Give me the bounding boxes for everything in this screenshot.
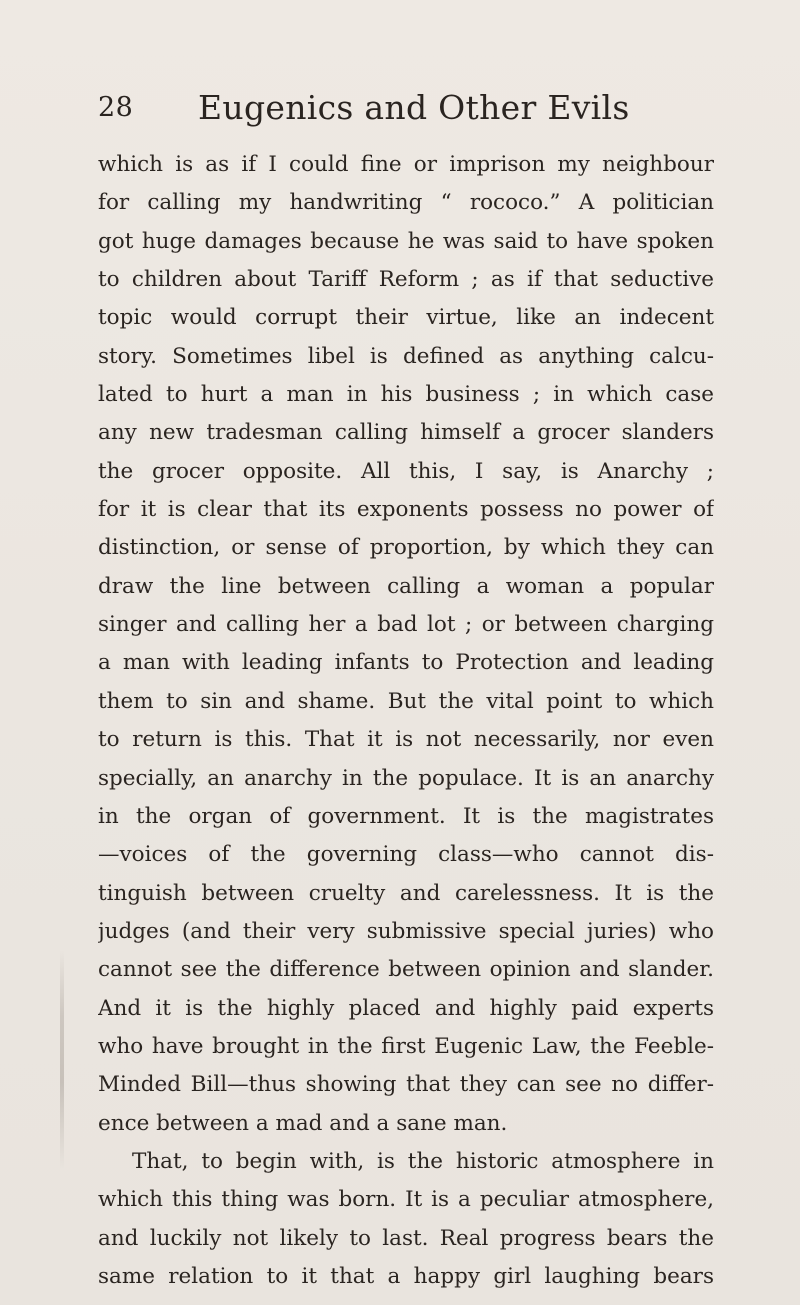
text-line-paragraph-start: That, to begin with, is the historic atmosphere in bbox=[132, 1148, 714, 1174]
text-line: who have brought in the first Eugenic Law, the Feeble- bbox=[98, 1033, 714, 1059]
running-title: Eugenics and Other Evils bbox=[198, 88, 630, 127]
text-line: got huge damages because he was said to have spoken bbox=[98, 228, 714, 254]
text-line: to children about Tariff Reform ; as if that seductive bbox=[98, 267, 714, 293]
text-line: singer and calling her a bad lot ; or between charging bbox=[98, 612, 714, 638]
text-line: which is as if I could fine or imprison my neighbour bbox=[98, 152, 714, 177]
page-header bbox=[98, 88, 708, 138]
text-line: for it is clear that its exponents possess no power of bbox=[98, 497, 714, 523]
text-line: to return is this. That it is not necessarily, nor even bbox=[98, 727, 714, 753]
text-line: for calling my handwriting “ rococo.” A politician bbox=[98, 190, 714, 216]
text-line: And it is the highly placed and highly paid experts bbox=[98, 995, 714, 1021]
text-line: judges (and their very submissive special juries) who bbox=[98, 918, 714, 944]
text-line: them to sin and shame. But the vital point to which bbox=[98, 688, 714, 714]
page-number: 28 bbox=[98, 92, 134, 123]
text-line: distinction, or sense of proportion, by which they can bbox=[98, 535, 714, 561]
text-line: same relation to it that a happy girl laughing bears bbox=[98, 1263, 714, 1289]
text-line: the grocer opposite. All this, I say, is Anarchy ; bbox=[98, 458, 714, 484]
text-line: a man with leading infants to Protection and leading bbox=[98, 650, 714, 676]
text-line: tinguish between cruelty and carelessness. It is the bbox=[98, 880, 714, 906]
text-line: cannot see the difference between opinion and slander. bbox=[98, 957, 714, 983]
text-line: lated to hurt a man in his business ; in which case bbox=[98, 382, 714, 408]
text-line: topic would corrupt their virtue, like an indecent bbox=[98, 305, 714, 331]
text-line: story. Sometimes libel is defined as anything calcu- bbox=[98, 343, 714, 369]
text-line-paragraph-end: ence between a mad and a sane man. bbox=[98, 1110, 508, 1136]
body-text bbox=[98, 146, 714, 1296]
text-line: in the organ of government. It is the magistrates bbox=[98, 803, 714, 829]
text-line: and luckily not likely to last. Real progress bears the bbox=[98, 1225, 714, 1251]
text-line: specially, an anarchy in the populace. It is an anarchy bbox=[98, 765, 714, 791]
text-line: draw the line between calling a woman a popular bbox=[98, 573, 714, 599]
text-line: Minded Bill—thus showing that they can see no differ- bbox=[98, 1072, 714, 1098]
text-line: any new tradesman calling himself a grocer slanders bbox=[98, 420, 714, 446]
text-line: —voices of the governing class—who cannot dis- bbox=[98, 842, 714, 868]
text-line: which this thing was born. It is a peculiar atmosphere, bbox=[98, 1187, 714, 1213]
page-blemish bbox=[60, 950, 64, 1170]
